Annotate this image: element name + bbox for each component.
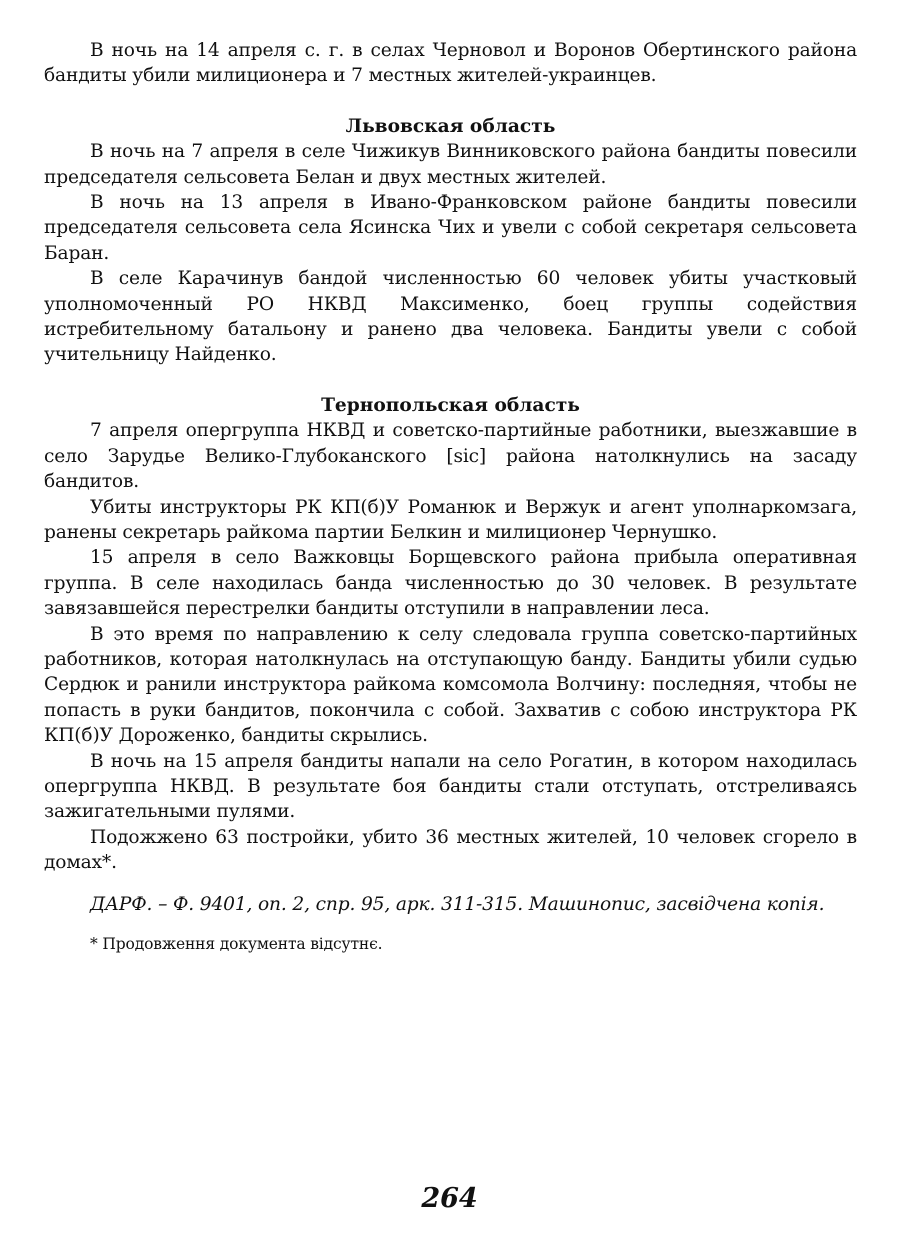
paragraph: Подожжено 63 постройки, убито 36 местных жителей, 10 человек сгорело в домах*. [44, 826, 857, 874]
page-number: 264 [421, 1183, 478, 1214]
paragraph: Убиты инструкторы РК КП(б)У Романюк и Вержук и агент уполнаркомзага, ранены секретарь райкома партии Белкин и милиционер Чернушко. [44, 496, 857, 543]
paragraph: В ночь на 7 апреля в селе Чижикув Винниковского района бандиты повесили председателя сельсовета Белан и двух местных жителей. [44, 141, 857, 188]
paragraph: В ночь на 13 апреля в Ивано-Франковском районе бандиты повесили председателя сельсовета села Ясинска Чих и увели с собой секретаря сельсовета Баран. [44, 192, 857, 264]
section-heading-ternopil: Тернопольская область [321, 394, 580, 416]
section-heading-lviv: Львовская область [345, 115, 556, 137]
paragraph: 7 апреля опергруппа НКВД и советско-партийные работники, выезжавшие в село Зарудье Велико-Глубоканского [sic] района натолкнулись на засаду бандитов. [44, 420, 857, 493]
paragraph: В селе Карачинув бандой численностью 60 человек убиты участковый уполномоченный РО НКВД Максименко, боец группы содействия истребительному батальону и ранено два человека. Бандиты увели с собой учительницу Найденко. [44, 268, 857, 366]
document-page [44, 38, 857, 955]
footnote: * Продовження документа відсутнє. [90, 934, 383, 953]
paragraph: В ночь на 14 апреля с. г. в селах Черновол и Воронов Обертинского района бандиты убили милиционера и 7 местных жителей-украинцев. [44, 40, 857, 87]
paragraph: В ночь на 15 апреля бандиты напали на село Рогатин, в котором находилась опергруппа НКВД. В результате боя бандиты стали отступать, отстреливаясь зажигательными пулями. [44, 750, 857, 823]
paragraph: В это время по направлению к селу следовала группа советско-партийных работников, которая натолкнулась на отступающую банду. Бандиты убили судью Сердюк и ранили инструктора райкома комсомола Волчину: последняя, чтобы не попасть в руки бандитов, покончила с собой. Захватив с собою инструктора РК КП(б)У Дороженко, бандиты скрылись. [44, 623, 857, 747]
archive-source-citation: ДАРФ. – Ф. 9401, оп. 2, спр. 95, арк. 311-315. Машинопис, засвідчена копія. [90, 893, 825, 915]
paragraph: 15 апреля в село Важковцы Борщевского района прибыла оперативная группа. В селе находилась банда численностью до 30 человек. В результате завязавшейся перестрелки бандиты отступили в направлении леса. [44, 547, 857, 620]
